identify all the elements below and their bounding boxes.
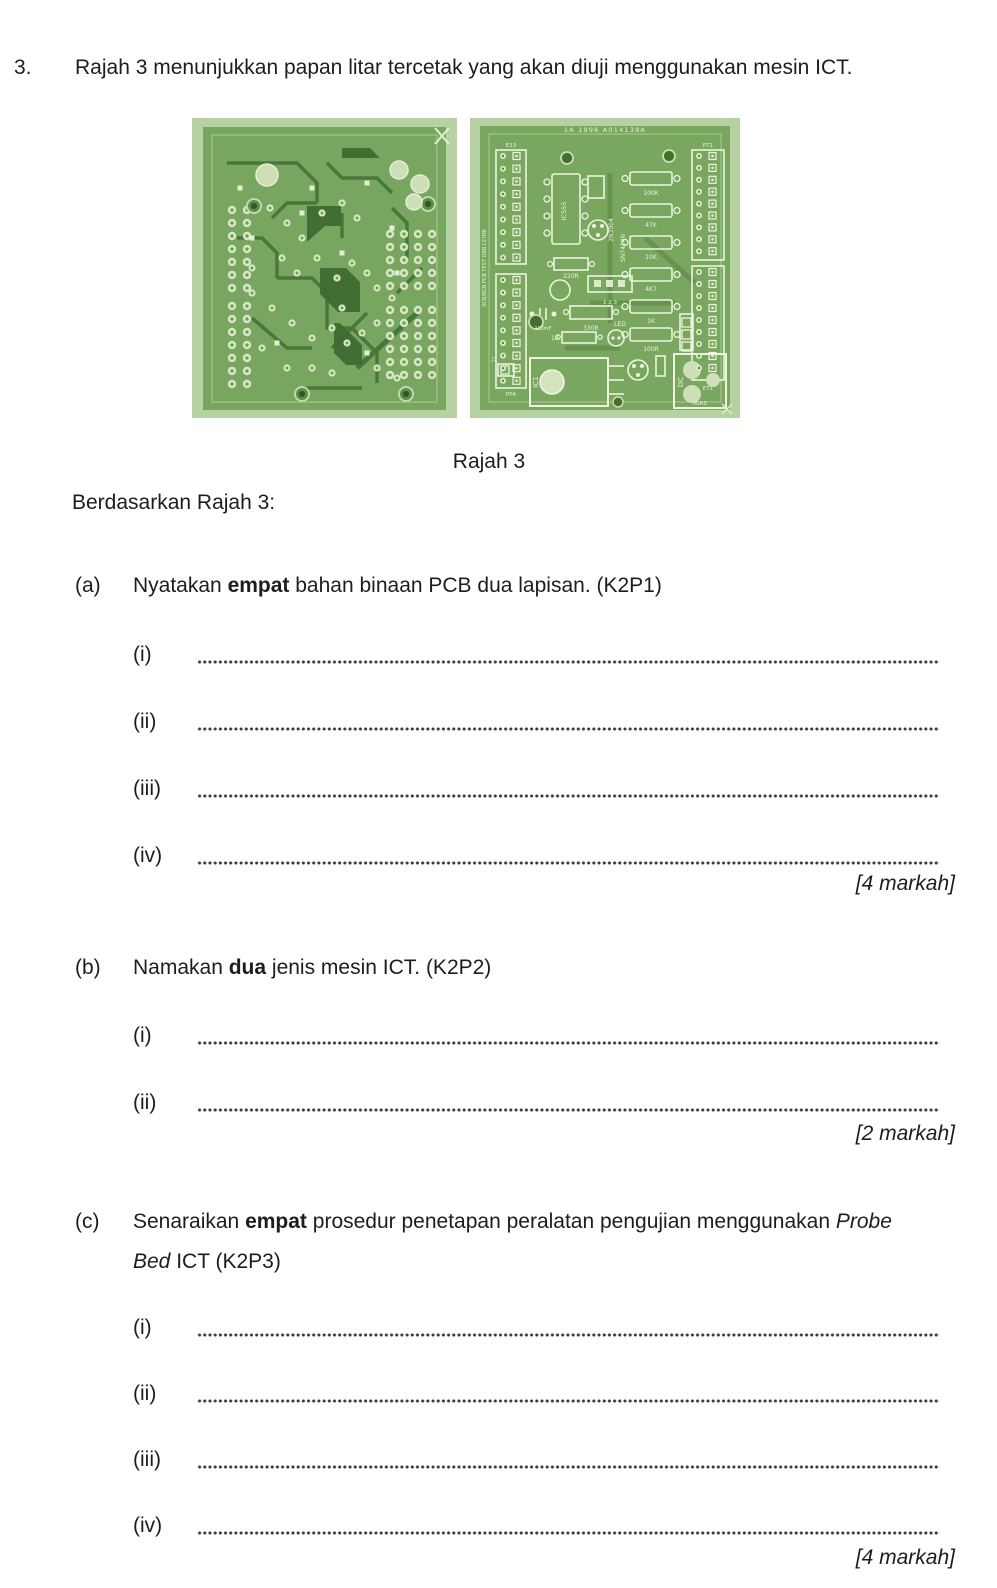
roman-numeral: (ii) xyxy=(133,1382,157,1405)
answer-blank xyxy=(197,1514,940,1540)
answer-row xyxy=(133,1091,940,1117)
roman-numeral: (iv) xyxy=(133,844,163,867)
part-a-label: (a) xyxy=(75,574,101,597)
part-b-label: (b) xyxy=(75,956,101,979)
answer-blank xyxy=(197,1024,940,1050)
part-b-heading xyxy=(75,956,957,980)
board-side-label: SCB/BCB PCB TEST OBB LSTRB xyxy=(482,229,488,307)
pins-label: 1 2 3 xyxy=(603,300,617,306)
transistor-label: 2N3904 xyxy=(608,218,615,242)
roman-numeral: (ii) xyxy=(133,710,157,733)
part-a-heading xyxy=(75,574,957,598)
question-number: 3. xyxy=(14,56,32,79)
figure-rajah-3 xyxy=(192,118,740,418)
answer-blank xyxy=(197,1448,940,1474)
resistor-label: 100K xyxy=(643,190,659,197)
marks-allocation: [4 markah] xyxy=(855,1546,955,1569)
resistor-label: 10K xyxy=(645,254,657,261)
answer-row xyxy=(133,1382,940,1408)
capacitor-label: 100nF xyxy=(534,326,552,332)
ic555-label: IC555 xyxy=(560,201,568,221)
roman-numeral: (iv) xyxy=(133,1514,163,1537)
part-a-question: Nyatakan empat bahan binaan PCB dua lapisan. (K2P1) xyxy=(133,574,662,597)
answer-blank xyxy=(197,1316,940,1342)
answer-row xyxy=(133,1448,940,1474)
pcb-solder-side-image xyxy=(192,118,457,418)
resistor-label: 220R xyxy=(563,273,579,280)
answer-row xyxy=(133,710,940,736)
roman-numeral: (iii) xyxy=(133,1448,161,1471)
answer-blank xyxy=(197,777,940,803)
part-b-question: Namakan dua jenis mesin ICT. (K2P2) xyxy=(133,956,492,979)
resistor-label: 47K xyxy=(645,222,657,229)
led-label: LED xyxy=(614,321,626,328)
answer-row xyxy=(133,844,940,870)
answer-blank xyxy=(197,1091,940,1117)
answer-row xyxy=(133,777,940,803)
marks-allocation: [2 markah] xyxy=(855,1122,955,1145)
part-c-label: (c) xyxy=(75,1210,100,1233)
roman-numeral: (i) xyxy=(133,1316,152,1339)
answer-row xyxy=(133,1316,940,1342)
header-label: PP4 xyxy=(505,392,517,398)
answer-row xyxy=(133,1024,940,1050)
board-top-label: 1A 1996 A014139A xyxy=(563,126,647,134)
header-label: PT1 xyxy=(702,143,714,149)
resistor-label: 1R xyxy=(551,335,559,342)
figure-caption: Rajah 3 xyxy=(452,450,526,473)
resistor-label: 1K xyxy=(647,318,655,325)
answer-blank xyxy=(197,1382,940,1408)
pcb-component-side-image xyxy=(470,118,740,418)
answer-blank xyxy=(197,643,940,669)
jumper-label: J1 xyxy=(492,357,498,363)
logic-ic-label: SN7414N xyxy=(620,233,627,263)
marks-allocation: [4 markah] xyxy=(855,872,955,895)
roman-numeral: (i) xyxy=(133,643,152,666)
jack-sub-label: AGND xyxy=(692,401,708,407)
resistor-label: 100R xyxy=(643,346,659,353)
answer-row xyxy=(133,643,940,669)
dc-jack-label: DC xyxy=(677,376,685,388)
answer-row xyxy=(133,1514,940,1540)
roman-numeral: (i) xyxy=(133,1024,152,1047)
part-c-heading xyxy=(75,1202,957,1282)
header-label: E13 xyxy=(505,143,517,149)
roman-numeral: (ii) xyxy=(133,1091,157,1114)
ic1-label: IC1 xyxy=(532,376,540,388)
based-on-line: Berdasarkan Rajah 3: xyxy=(72,491,276,514)
part-c-question: Senaraikan empat prosedur penetapan peralatan pengujian menggunakan Probe Bed ICT (K2P3) xyxy=(133,1210,892,1273)
answer-blank xyxy=(197,844,940,870)
header-label: ET1 xyxy=(702,386,714,392)
question-intro-row xyxy=(14,56,977,80)
resistor-label: 330R xyxy=(583,325,599,332)
question-intro-text: Rajah 3 menunjukkan papan litar tercetak yang akan diuji menggunakan mesin ICT. xyxy=(75,56,853,79)
resistor-label: 4K7 xyxy=(645,286,657,293)
roman-numeral: (iii) xyxy=(133,777,161,800)
answer-blank xyxy=(197,710,940,736)
